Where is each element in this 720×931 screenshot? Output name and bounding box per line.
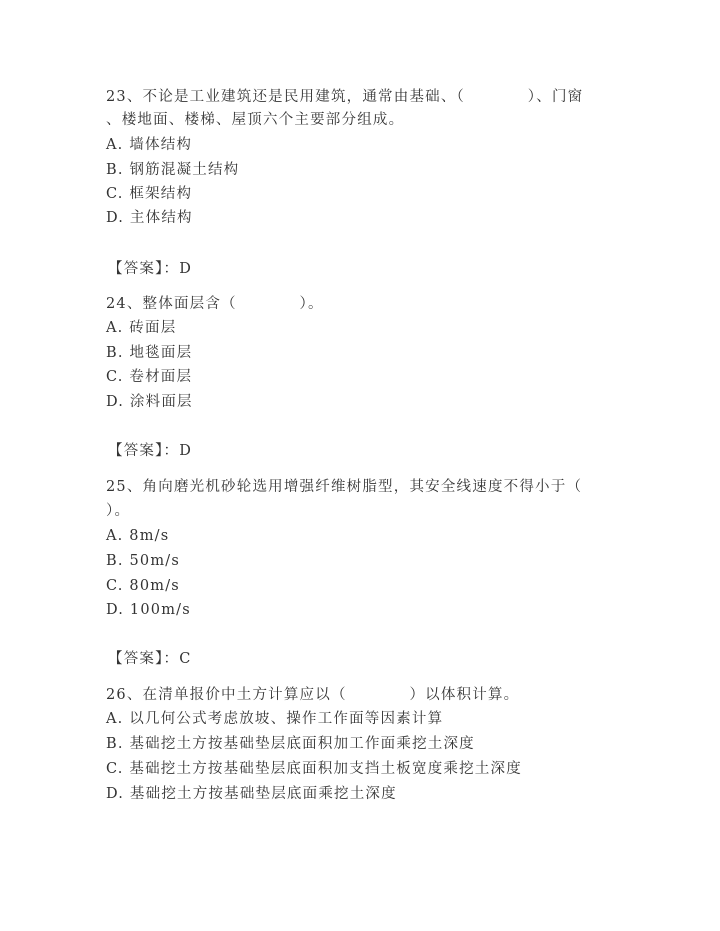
q25-answer: 【答案】：C	[108, 651, 192, 667]
q26-stem-line-1: 26、在清单报价中土方计算应以（ ）以体积计算。	[106, 687, 520, 703]
q23-option-a: A. 墙体结构	[106, 137, 193, 153]
q23-option-d: D. 主体结构	[106, 210, 193, 226]
q26-option-c: C. 基础挖土方按基础垫层底面积加支挡土板宽度乘挖土深度	[106, 761, 522, 777]
q25-option-d: D. 100m/s	[106, 602, 191, 618]
q25-option-a: A. 8m/s	[106, 528, 170, 544]
q24-option-a: A. 砖面层	[106, 320, 177, 336]
q26-option-b: B. 基础挖土方按基础垫层底面积加工作面乘挖土深度	[106, 736, 475, 752]
q23-answer: 【答案】：D	[108, 261, 193, 277]
q23-stem-line-2: 、楼地面、楼梯、屋顶六个主要部分组成。	[106, 112, 405, 128]
q24-answer: 【答案】：D	[108, 443, 193, 459]
q25-option-c: C. 80m/s	[106, 578, 180, 594]
q24-stem-line-1: 24、整体面层含（ ）。	[106, 296, 324, 312]
q24-option-c: C. 卷材面层	[106, 369, 193, 385]
q25-stem-line-2: ）。	[106, 503, 131, 519]
q25-stem-line-1: 25、角向磨光机砂轮选用增强纤维树脂型，其安全线速度不得小于（	[106, 479, 583, 495]
q23-option-c: C. 框架结构	[106, 186, 193, 202]
q24-option-d: D. 涂料面层	[106, 394, 193, 410]
q26-option-d: D. 基础挖土方按基础垫层底面乘挖土深度	[106, 786, 397, 802]
q23-option-b: B. 钢筋混凝土结构	[106, 162, 240, 178]
q26-option-a: A. 以几何公式考虑放坡、操作工作面等因素计算	[106, 711, 444, 727]
q24-option-b: B. 地毯面层	[106, 345, 193, 361]
q25-option-b: B. 50m/s	[106, 553, 181, 569]
q23-stem-line-1: 23、不论是工业建筑还是民用建筑，通常由基础、（ ）、门窗	[106, 89, 584, 105]
